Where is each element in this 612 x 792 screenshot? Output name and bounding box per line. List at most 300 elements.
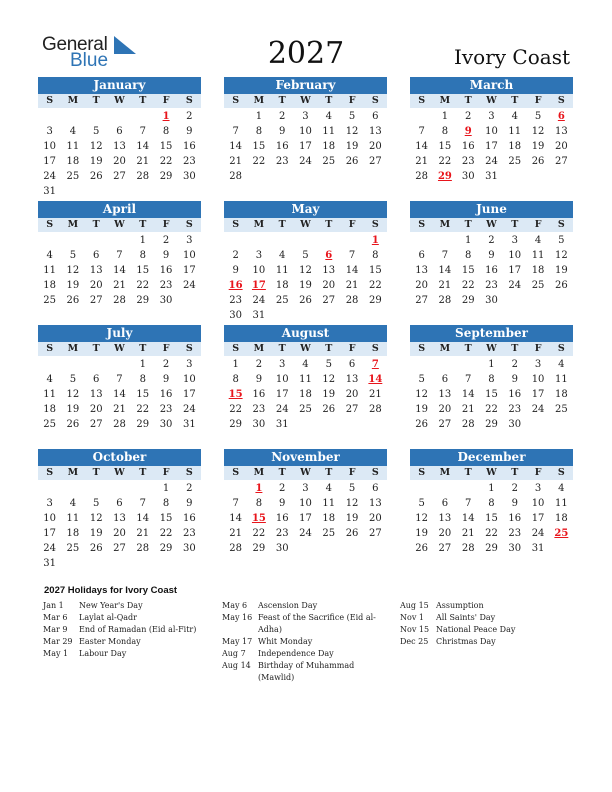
weekday-header [224, 94, 387, 108]
weekday-label: S [557, 467, 565, 478]
day-cell: 17 [43, 528, 56, 539]
day-cell: 21 [438, 280, 452, 291]
day-cell: 16 [275, 513, 289, 524]
day-cell: 23 [252, 404, 266, 415]
day-cell: 10 [531, 374, 545, 385]
holiday-date: Nov 15 [400, 625, 430, 634]
day-cell: 21 [113, 280, 126, 291]
weekday-label: F [534, 343, 542, 354]
empty-cell [38, 357, 61, 372]
day-cell: 4 [69, 498, 77, 509]
holidays-title: 2027 Holidays for Ivory Coast [44, 585, 178, 596]
month-title: August [224, 325, 387, 342]
day-cell: 15 [485, 513, 498, 524]
day-cell: 1 [488, 359, 495, 370]
logo-text-general: General [42, 34, 108, 55]
day-cell: 31 [531, 543, 545, 554]
day-cell: 16 [485, 265, 498, 276]
day-cell: 22 [159, 156, 173, 167]
day-cell: 7 [139, 498, 146, 509]
day-cell: 2 [162, 359, 170, 370]
day-cell: 30 [159, 419, 173, 430]
month-title: September [410, 325, 573, 342]
empty-cell [433, 233, 456, 248]
day-cell: 4 [325, 111, 332, 122]
day-cell: 4 [558, 359, 565, 370]
holiday-item [400, 612, 570, 624]
day-cell: 29 [368, 295, 382, 306]
weekday-label: M [439, 95, 451, 106]
weekday-label: S [46, 467, 54, 478]
weekday-label: W [486, 343, 497, 354]
weekday-label: T [325, 95, 333, 106]
day-cell: 11 [554, 374, 568, 385]
weekday-label: F [162, 95, 170, 106]
weekday-label: T [464, 219, 472, 230]
day-cell: 14 [345, 265, 359, 276]
day-cell: 17 [485, 141, 498, 152]
weekday-label: T [139, 95, 147, 106]
day-cell: 18 [43, 404, 56, 415]
day-cell: 23 [485, 280, 498, 291]
weekday-label: S [371, 467, 379, 478]
day-cell: 19 [554, 265, 568, 276]
empty-cell [224, 233, 247, 248]
day-cell: 12 [66, 389, 80, 400]
day-cell: 20 [438, 528, 452, 539]
day-cell: 17 [275, 389, 289, 400]
holiday-day-cell: 14 [368, 374, 383, 385]
holiday-date: May 16 [222, 613, 253, 622]
weekday-label: F [162, 467, 170, 478]
day-cell: 6 [116, 498, 123, 509]
day-cell: 9 [255, 374, 263, 385]
day-grid [38, 109, 201, 199]
day-cell: 15 [136, 265, 150, 276]
weekday-header [410, 342, 573, 356]
day-cell: 22 [229, 404, 242, 415]
day-grid [224, 109, 387, 184]
day-cell: 30 [275, 543, 289, 554]
holiday-name: Feast of the Sacrifice (Eid al-Adha) [258, 613, 376, 634]
empty-cell [108, 233, 131, 248]
weekday-label: S [557, 343, 565, 354]
day-cell: 17 [508, 265, 522, 276]
weekday-label: S [46, 95, 54, 106]
day-cell: 24 [531, 528, 545, 539]
empty-cell [61, 357, 84, 372]
day-cell: 25 [508, 156, 522, 167]
day-cell: 2 [186, 111, 193, 122]
day-cell: 5 [348, 111, 356, 122]
weekday-label: F [534, 219, 542, 230]
weekday-label: T [325, 467, 333, 478]
empty-cell [131, 109, 154, 124]
day-cell: 7 [116, 374, 123, 385]
day-cell: 29 [159, 171, 173, 182]
day-cell: 12 [322, 374, 336, 385]
day-cell: 25 [531, 280, 545, 291]
weekday-header [224, 342, 387, 356]
day-cell: 5 [93, 126, 100, 137]
day-cell: 10 [485, 126, 498, 137]
weekday-label: S [232, 467, 240, 478]
day-cell: 30 [485, 295, 498, 306]
day-grid [410, 481, 573, 556]
day-cell: 31 [252, 310, 266, 321]
empty-cell [224, 481, 247, 496]
weekday-label: S [232, 219, 240, 230]
day-cell: 15 [368, 265, 382, 276]
day-cell: 18 [322, 141, 336, 152]
day-cell: 17 [299, 141, 312, 152]
day-cell: 11 [322, 498, 336, 509]
day-cell: 27 [438, 419, 452, 430]
weekday-label: M [253, 219, 265, 230]
day-cell: 7 [232, 498, 239, 509]
day-cell: 11 [554, 498, 568, 509]
month-title: July [38, 325, 201, 342]
day-cell: 3 [511, 235, 518, 246]
day-cell: 5 [534, 111, 542, 122]
day-cell: 1 [488, 483, 495, 494]
holiday-item [43, 600, 213, 612]
weekday-label: F [348, 219, 356, 230]
day-cell: 22 [438, 156, 452, 167]
holiday-day-cell: 1 [371, 235, 379, 246]
day-cell: 28 [113, 295, 126, 306]
day-cell: 28 [461, 419, 475, 430]
holiday-item [400, 624, 570, 636]
day-cell: 14 [136, 513, 150, 524]
day-cell: 2 [465, 111, 472, 122]
day-cell: 26 [415, 419, 428, 430]
day-cell: 15 [252, 141, 266, 152]
day-cell: 5 [93, 498, 100, 509]
weekday-label: W [114, 343, 125, 354]
empty-cell [410, 357, 433, 372]
day-cell: 27 [89, 419, 103, 430]
holiday-name: Labour Day [79, 649, 127, 658]
holiday-name: New Year's Day [79, 601, 143, 610]
day-cell: 25 [66, 171, 80, 182]
day-cell: 4 [46, 250, 53, 261]
day-cell: 18 [554, 389, 568, 400]
day-cell: 24 [43, 171, 56, 182]
holiday-day-cell: 25 [554, 528, 569, 539]
holiday-column [43, 600, 213, 660]
weekday-label: W [300, 343, 311, 354]
day-cell: 19 [415, 404, 428, 415]
day-cell: 31 [485, 171, 498, 182]
holiday-name: All Saints' Day [436, 613, 496, 622]
weekday-label: S [371, 343, 379, 354]
day-cell: 18 [508, 141, 522, 152]
day-cell: 4 [279, 250, 286, 261]
day-cell: 4 [511, 111, 518, 122]
weekday-label: M [253, 343, 265, 354]
day-cell: 28 [136, 543, 150, 554]
day-cell: 2 [511, 359, 518, 370]
weekday-label: T [139, 467, 147, 478]
day-cell: 3 [302, 111, 309, 122]
holiday-date: May 1 [43, 649, 69, 658]
day-cell: 9 [162, 374, 170, 385]
weekday-label: T [511, 95, 519, 106]
day-cell: 23 [508, 528, 522, 539]
day-cell: 5 [418, 374, 425, 385]
day-cell: 30 [182, 171, 196, 182]
day-cell: 16 [159, 389, 173, 400]
day-cell: 15 [159, 141, 173, 152]
day-cell: 28 [368, 404, 382, 415]
month-title: January [38, 77, 201, 94]
weekday-label: S [418, 343, 426, 354]
day-cell: 10 [43, 513, 56, 524]
month-november [224, 449, 387, 556]
day-cell: 8 [465, 250, 472, 261]
weekday-label: S [418, 95, 426, 106]
day-cell: 31 [43, 558, 56, 569]
weekday-label: T [511, 467, 519, 478]
day-cell: 9 [511, 374, 518, 385]
day-cell: 9 [488, 250, 495, 261]
day-cell: 22 [136, 404, 150, 415]
day-cell: 21 [136, 156, 150, 167]
day-cell: 4 [325, 483, 332, 494]
day-cell: 10 [531, 498, 545, 509]
holiday-item [222, 648, 392, 660]
day-cell: 16 [252, 389, 266, 400]
day-cell: 27 [113, 171, 126, 182]
day-cell: 4 [534, 235, 542, 246]
day-cell: 27 [113, 543, 126, 554]
day-cell: 11 [299, 374, 312, 385]
day-cell: 26 [345, 528, 359, 539]
day-cell: 3 [186, 235, 193, 246]
day-cell: 17 [182, 265, 196, 276]
holiday-date: Nov 1 [400, 613, 424, 622]
weekday-label: S [185, 343, 193, 354]
day-cell: 8 [139, 374, 146, 385]
day-cell: 13 [322, 265, 336, 276]
day-cell: 8 [255, 126, 263, 137]
month-march [410, 77, 573, 184]
holiday-name: Independence Day [258, 649, 334, 658]
holiday-name: National Peace Day [436, 625, 516, 634]
day-cell: 17 [531, 389, 545, 400]
weekday-header [410, 466, 573, 480]
day-cell: 13 [89, 389, 103, 400]
day-cell: 26 [89, 543, 103, 554]
empty-cell [85, 357, 108, 372]
day-cell: 9 [186, 126, 193, 137]
day-cell: 20 [554, 141, 568, 152]
weekday-label: T [278, 343, 286, 354]
month-september [410, 325, 573, 432]
day-cell: 9 [186, 498, 193, 509]
day-cell: 2 [279, 111, 286, 122]
day-cell: 3 [279, 359, 286, 370]
day-cell: 30 [461, 171, 475, 182]
day-cell: 20 [113, 156, 126, 167]
month-january [38, 77, 201, 199]
day-cell: 4 [69, 126, 77, 137]
day-cell: 24 [485, 156, 498, 167]
holiday-date: Mar 6 [43, 613, 68, 622]
weekday-label: W [300, 95, 311, 106]
day-cell: 5 [302, 250, 309, 261]
day-cell: 23 [508, 404, 522, 415]
weekday-label: M [439, 467, 451, 478]
weekday-label: T [464, 467, 472, 478]
day-cell: 19 [415, 528, 428, 539]
day-cell: 25 [275, 295, 289, 306]
day-cell: 30 [229, 310, 242, 321]
day-cell: 2 [255, 359, 263, 370]
empty-cell [410, 109, 433, 124]
day-grid [38, 233, 201, 308]
day-cell: 19 [345, 141, 359, 152]
weekday-label: S [185, 219, 193, 230]
day-grid [38, 357, 201, 432]
weekday-header [224, 466, 387, 480]
day-cell: 21 [461, 528, 475, 539]
day-cell: 3 [488, 111, 495, 122]
month-april [38, 201, 201, 308]
weekday-label: S [371, 95, 379, 106]
day-cell: 8 [232, 374, 239, 385]
day-cell: 22 [252, 156, 266, 167]
weekday-label: W [114, 467, 125, 478]
empty-cell [38, 109, 61, 124]
holiday-item [400, 600, 570, 612]
empty-cell [85, 109, 108, 124]
day-cell: 14 [461, 513, 475, 524]
holiday-column [222, 600, 392, 684]
day-cell: 27 [89, 295, 103, 306]
day-cell: 30 [508, 543, 522, 554]
month-june [410, 201, 573, 308]
day-cell: 29 [136, 419, 150, 430]
empty-cell [340, 233, 363, 248]
holiday-day-cell: 16 [228, 280, 243, 291]
day-cell: 25 [43, 419, 56, 430]
day-cell: 5 [348, 483, 356, 494]
day-cell: 28 [229, 171, 242, 182]
day-cell: 15 [136, 389, 150, 400]
day-cell: 27 [438, 543, 452, 554]
day-cell: 18 [299, 389, 312, 400]
day-cell: 22 [159, 528, 173, 539]
weekday-label: T [464, 95, 472, 106]
weekday-label: W [114, 95, 125, 106]
month-may [224, 201, 387, 323]
day-cell: 10 [182, 374, 196, 385]
day-cell: 28 [415, 171, 428, 182]
month-title: March [410, 77, 573, 94]
day-cell: 2 [186, 483, 193, 494]
weekday-label: M [67, 467, 79, 478]
weekday-header [38, 218, 201, 232]
day-cell: 7 [441, 250, 449, 261]
month-august [224, 325, 387, 432]
day-cell: 22 [461, 280, 475, 291]
holiday-day-cell: 6 [557, 111, 565, 122]
day-cell: 27 [345, 404, 359, 415]
day-cell: 26 [415, 543, 428, 554]
weekday-label: F [348, 95, 356, 106]
day-cell: 15 [485, 389, 498, 400]
day-cell: 3 [534, 359, 542, 370]
day-cell: 9 [279, 126, 286, 137]
day-cell: 5 [325, 359, 332, 370]
day-cell: 11 [66, 141, 80, 152]
day-cell: 12 [345, 498, 359, 509]
day-cell: 21 [113, 404, 126, 415]
holiday-date: May 6 [222, 601, 248, 610]
day-cell: 18 [66, 528, 80, 539]
day-grid [410, 233, 573, 308]
day-cell: 12 [299, 265, 312, 276]
weekday-label: S [46, 343, 54, 354]
month-title: May [224, 201, 387, 218]
day-cell: 16 [182, 513, 196, 524]
weekday-label: T [92, 467, 100, 478]
day-cell: 2 [162, 235, 170, 246]
weekday-label: S [232, 95, 240, 106]
day-cell: 19 [531, 141, 545, 152]
day-cell: 18 [554, 513, 568, 524]
holiday-item [43, 624, 213, 636]
weekday-label: M [439, 343, 451, 354]
weekday-label: F [534, 95, 542, 106]
holiday-column [400, 600, 570, 648]
day-cell: 19 [299, 280, 312, 291]
day-cell: 21 [229, 528, 242, 539]
day-cell: 16 [508, 513, 522, 524]
weekday-label: T [278, 219, 286, 230]
holiday-name: End of Ramadan (Eid al-Fitr) [79, 625, 197, 634]
holiday-name: Ascension Day [258, 601, 318, 610]
holiday-day-cell: 29 [437, 171, 452, 182]
day-cell: 16 [182, 141, 196, 152]
day-cell: 14 [136, 141, 150, 152]
day-cell: 10 [43, 141, 56, 152]
weekday-label: F [348, 343, 356, 354]
day-cell: 28 [229, 543, 242, 554]
day-cell: 24 [43, 543, 56, 554]
day-cell: 6 [93, 374, 100, 385]
day-cell: 10 [508, 250, 522, 261]
day-cell: 8 [372, 250, 379, 261]
day-cell: 7 [418, 126, 425, 137]
day-cell: 31 [182, 419, 196, 430]
day-cell: 22 [368, 280, 382, 291]
day-cell: 27 [554, 156, 568, 167]
holiday-date: Jan 1 [43, 601, 64, 610]
day-cell: 17 [43, 156, 56, 167]
day-cell: 2 [488, 235, 495, 246]
weekday-label: W [300, 467, 311, 478]
day-cell: 16 [159, 265, 173, 276]
weekday-label: W [114, 219, 125, 230]
weekday-label: T [325, 219, 333, 230]
empty-cell [433, 357, 456, 372]
day-cell: 19 [345, 513, 359, 524]
day-cell: 9 [511, 498, 518, 509]
day-cell: 20 [113, 528, 126, 539]
